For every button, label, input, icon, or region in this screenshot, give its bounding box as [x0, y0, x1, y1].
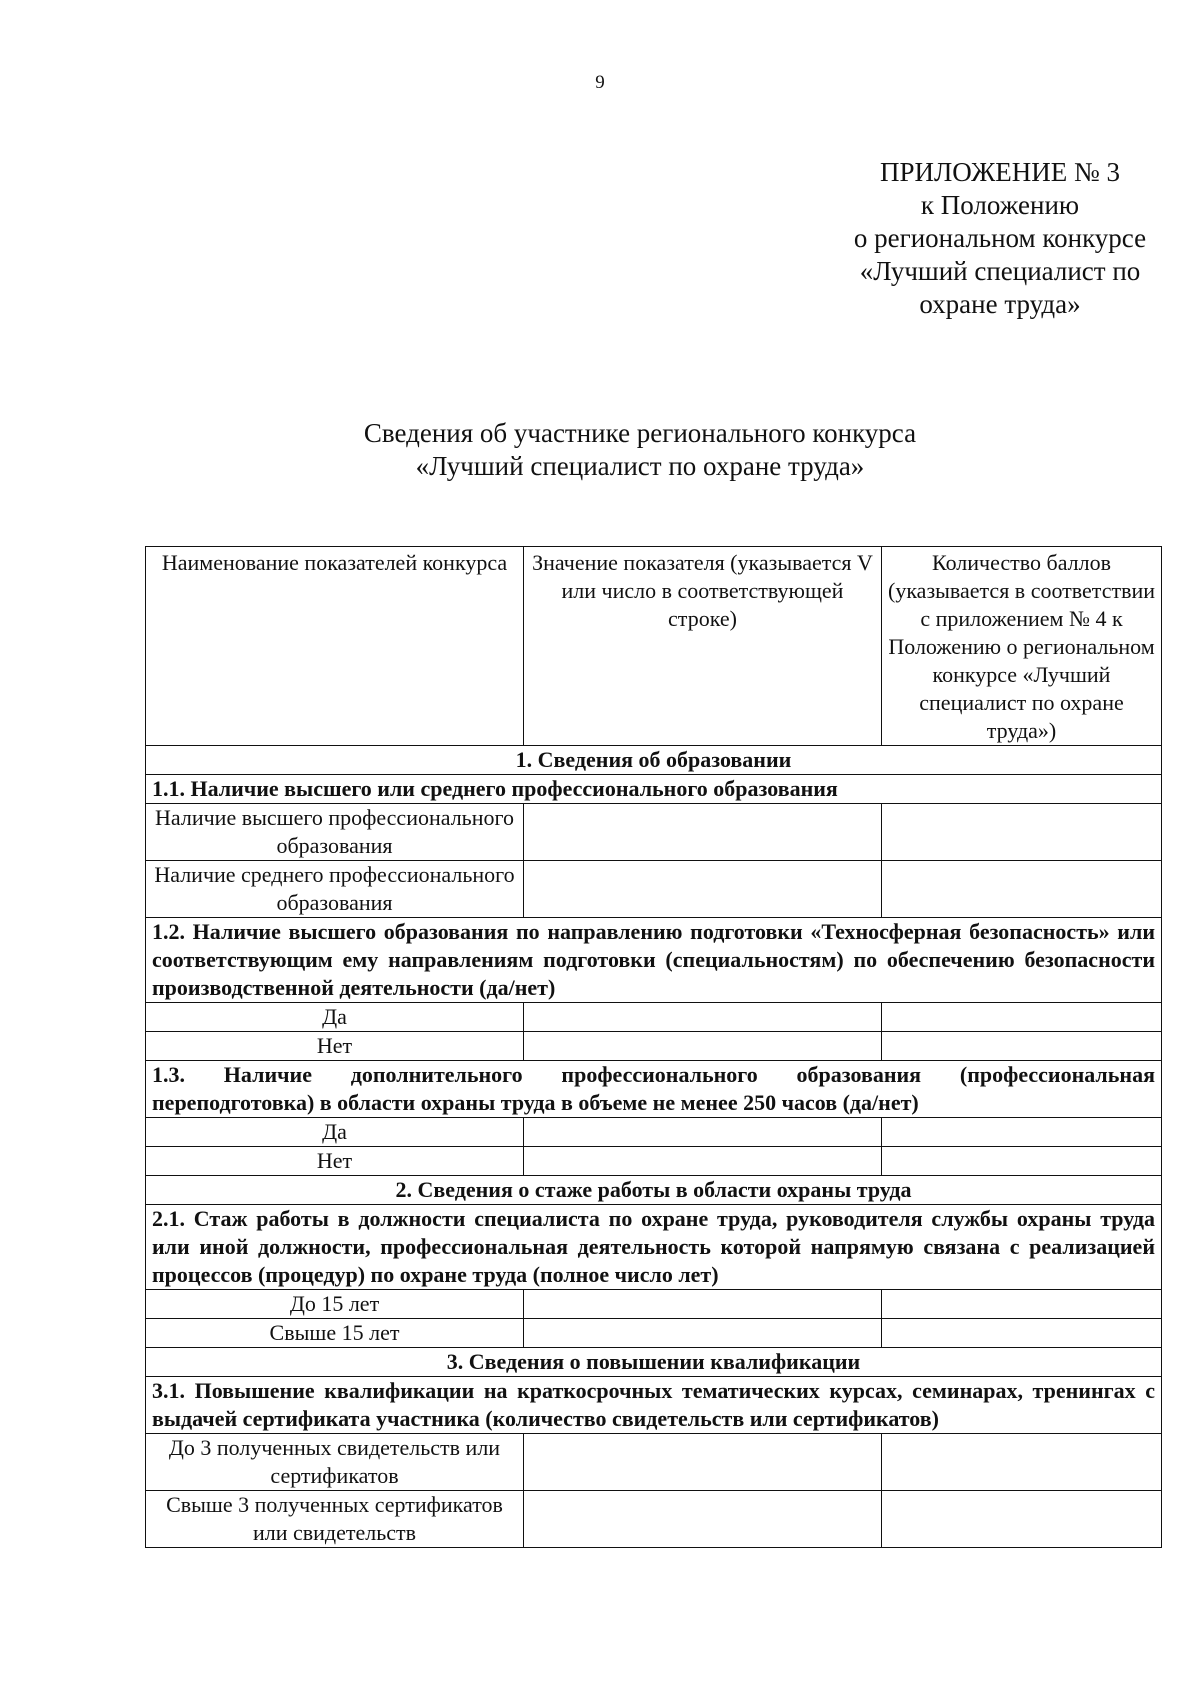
table-row — [146, 1491, 1162, 1548]
subsection-1-1-title: 1.1. Наличие высшего или среднего профессионального образования — [146, 775, 1162, 804]
value-cell[interactable] — [524, 1290, 882, 1319]
option-label: Нет — [146, 1147, 524, 1176]
points-cell[interactable] — [882, 1319, 1162, 1348]
table-row — [146, 1434, 1162, 1491]
value-cell[interactable] — [524, 1434, 882, 1491]
title-line: «Лучший специалист по охране труда» — [415, 451, 865, 481]
value-cell[interactable] — [524, 1319, 882, 1348]
section-row — [146, 746, 1162, 775]
points-cell[interactable] — [882, 1118, 1162, 1147]
subsection-3-1-title: 3.1. Повышение квалификации на краткосрочных тематических курсах, семинарах, тренингах с выдачей сертификата участника (количество свидетельств или сертификатов) — [146, 1377, 1162, 1434]
value-cell[interactable] — [524, 1032, 882, 1061]
option-label: Да — [146, 1118, 524, 1147]
table-row — [146, 1118, 1162, 1147]
points-cell[interactable] — [882, 804, 1162, 861]
subsection-row — [146, 775, 1162, 804]
value-cell[interactable] — [524, 1118, 882, 1147]
header-indicator-value: Значение показателя (указывается V или число в соответствующей строке) — [524, 547, 882, 746]
appendix-block — [810, 156, 1190, 321]
value-cell[interactable] — [524, 804, 882, 861]
option-label: Наличие среднего профессионального образования — [146, 861, 524, 918]
option-label: Свыше 3 полученных сертификатов или свидетельств — [146, 1491, 524, 1548]
page-number: 9 — [595, 72, 605, 93]
points-cell[interactable] — [882, 1147, 1162, 1176]
points-cell[interactable] — [882, 1032, 1162, 1061]
document-title — [160, 417, 1120, 483]
participant-info-table — [145, 546, 1162, 1548]
subsection-1-3-title: 1.3. Наличие дополнительного профессионального образования (профессиональная переподготовка) в области охраны труда в объеме не менее 250 часов (да/нет) — [146, 1061, 1162, 1118]
value-cell[interactable] — [524, 1003, 882, 1032]
value-cell[interactable] — [524, 1491, 882, 1548]
appendix-line: к Положению — [920, 190, 1080, 220]
section-3-title: 3. Сведения о повышении квалификации — [146, 1348, 1162, 1377]
subsection-1-2-title: 1.2. Наличие высшего образования по направлению подготовки «Техносферная безопасность» или соответствующим ему направлениям подготовки (специальностям) по обеспечению безопасности производственной деятельности (да/нет) — [146, 918, 1162, 1003]
subsection-row — [146, 1061, 1162, 1118]
option-label: До 3 полученных свидетельств или сертификатов — [146, 1434, 524, 1491]
section-1-title: 1. Сведения об образовании — [146, 746, 1162, 775]
points-cell[interactable] — [882, 861, 1162, 918]
option-label: Наличие высшего профессионального образования — [146, 804, 524, 861]
header-indicator-name: Наименование показателей конкурса — [146, 547, 524, 746]
subsection-row — [146, 1205, 1162, 1290]
points-cell[interactable] — [882, 1290, 1162, 1319]
appendix-line: о региональном конкурсе — [853, 223, 1147, 253]
value-cell[interactable] — [524, 861, 882, 918]
subsection-2-1-title: 2.1. Стаж работы в должности специалиста по охране труда, руководителя службы охраны труда или иной должности, профессиональная деятельность которой напрямую связана с реализацией процессов (процедур) по охране труда (полное число лет) — [146, 1205, 1162, 1290]
appendix-line: ПРИЛОЖЕНИЕ № 3 — [879, 157, 1121, 187]
option-label: До 15 лет — [146, 1290, 524, 1319]
table-row — [146, 1003, 1162, 1032]
table-row — [146, 1032, 1162, 1061]
option-label: Свыше 15 лет — [146, 1319, 524, 1348]
points-cell[interactable] — [882, 1491, 1162, 1548]
header-points: Количество баллов (указывается в соответствии с приложением № 4 к Положению о региональном конкурсе «Лучший специалист по охране труда») — [882, 547, 1162, 746]
table-row — [146, 1290, 1162, 1319]
option-label: Нет — [146, 1032, 524, 1061]
appendix-line: охране труда» — [919, 289, 1081, 319]
value-cell[interactable] — [524, 1147, 882, 1176]
table-row — [146, 804, 1162, 861]
table-row — [146, 1147, 1162, 1176]
option-label: Да — [146, 1003, 524, 1032]
table-row — [146, 861, 1162, 918]
points-cell[interactable] — [882, 1003, 1162, 1032]
section-2-title: 2. Сведения о стаже работы в области охраны труда — [146, 1176, 1162, 1205]
subsection-row — [146, 918, 1162, 1003]
points-cell[interactable] — [882, 1434, 1162, 1491]
table-header-row — [146, 547, 1162, 746]
section-row — [146, 1348, 1162, 1377]
section-row — [146, 1176, 1162, 1205]
table-row — [146, 1319, 1162, 1348]
subsection-row — [146, 1377, 1162, 1434]
title-line: Сведения об участнике регионального конкурса — [363, 418, 917, 448]
appendix-line: «Лучший специалист по — [859, 256, 1141, 286]
